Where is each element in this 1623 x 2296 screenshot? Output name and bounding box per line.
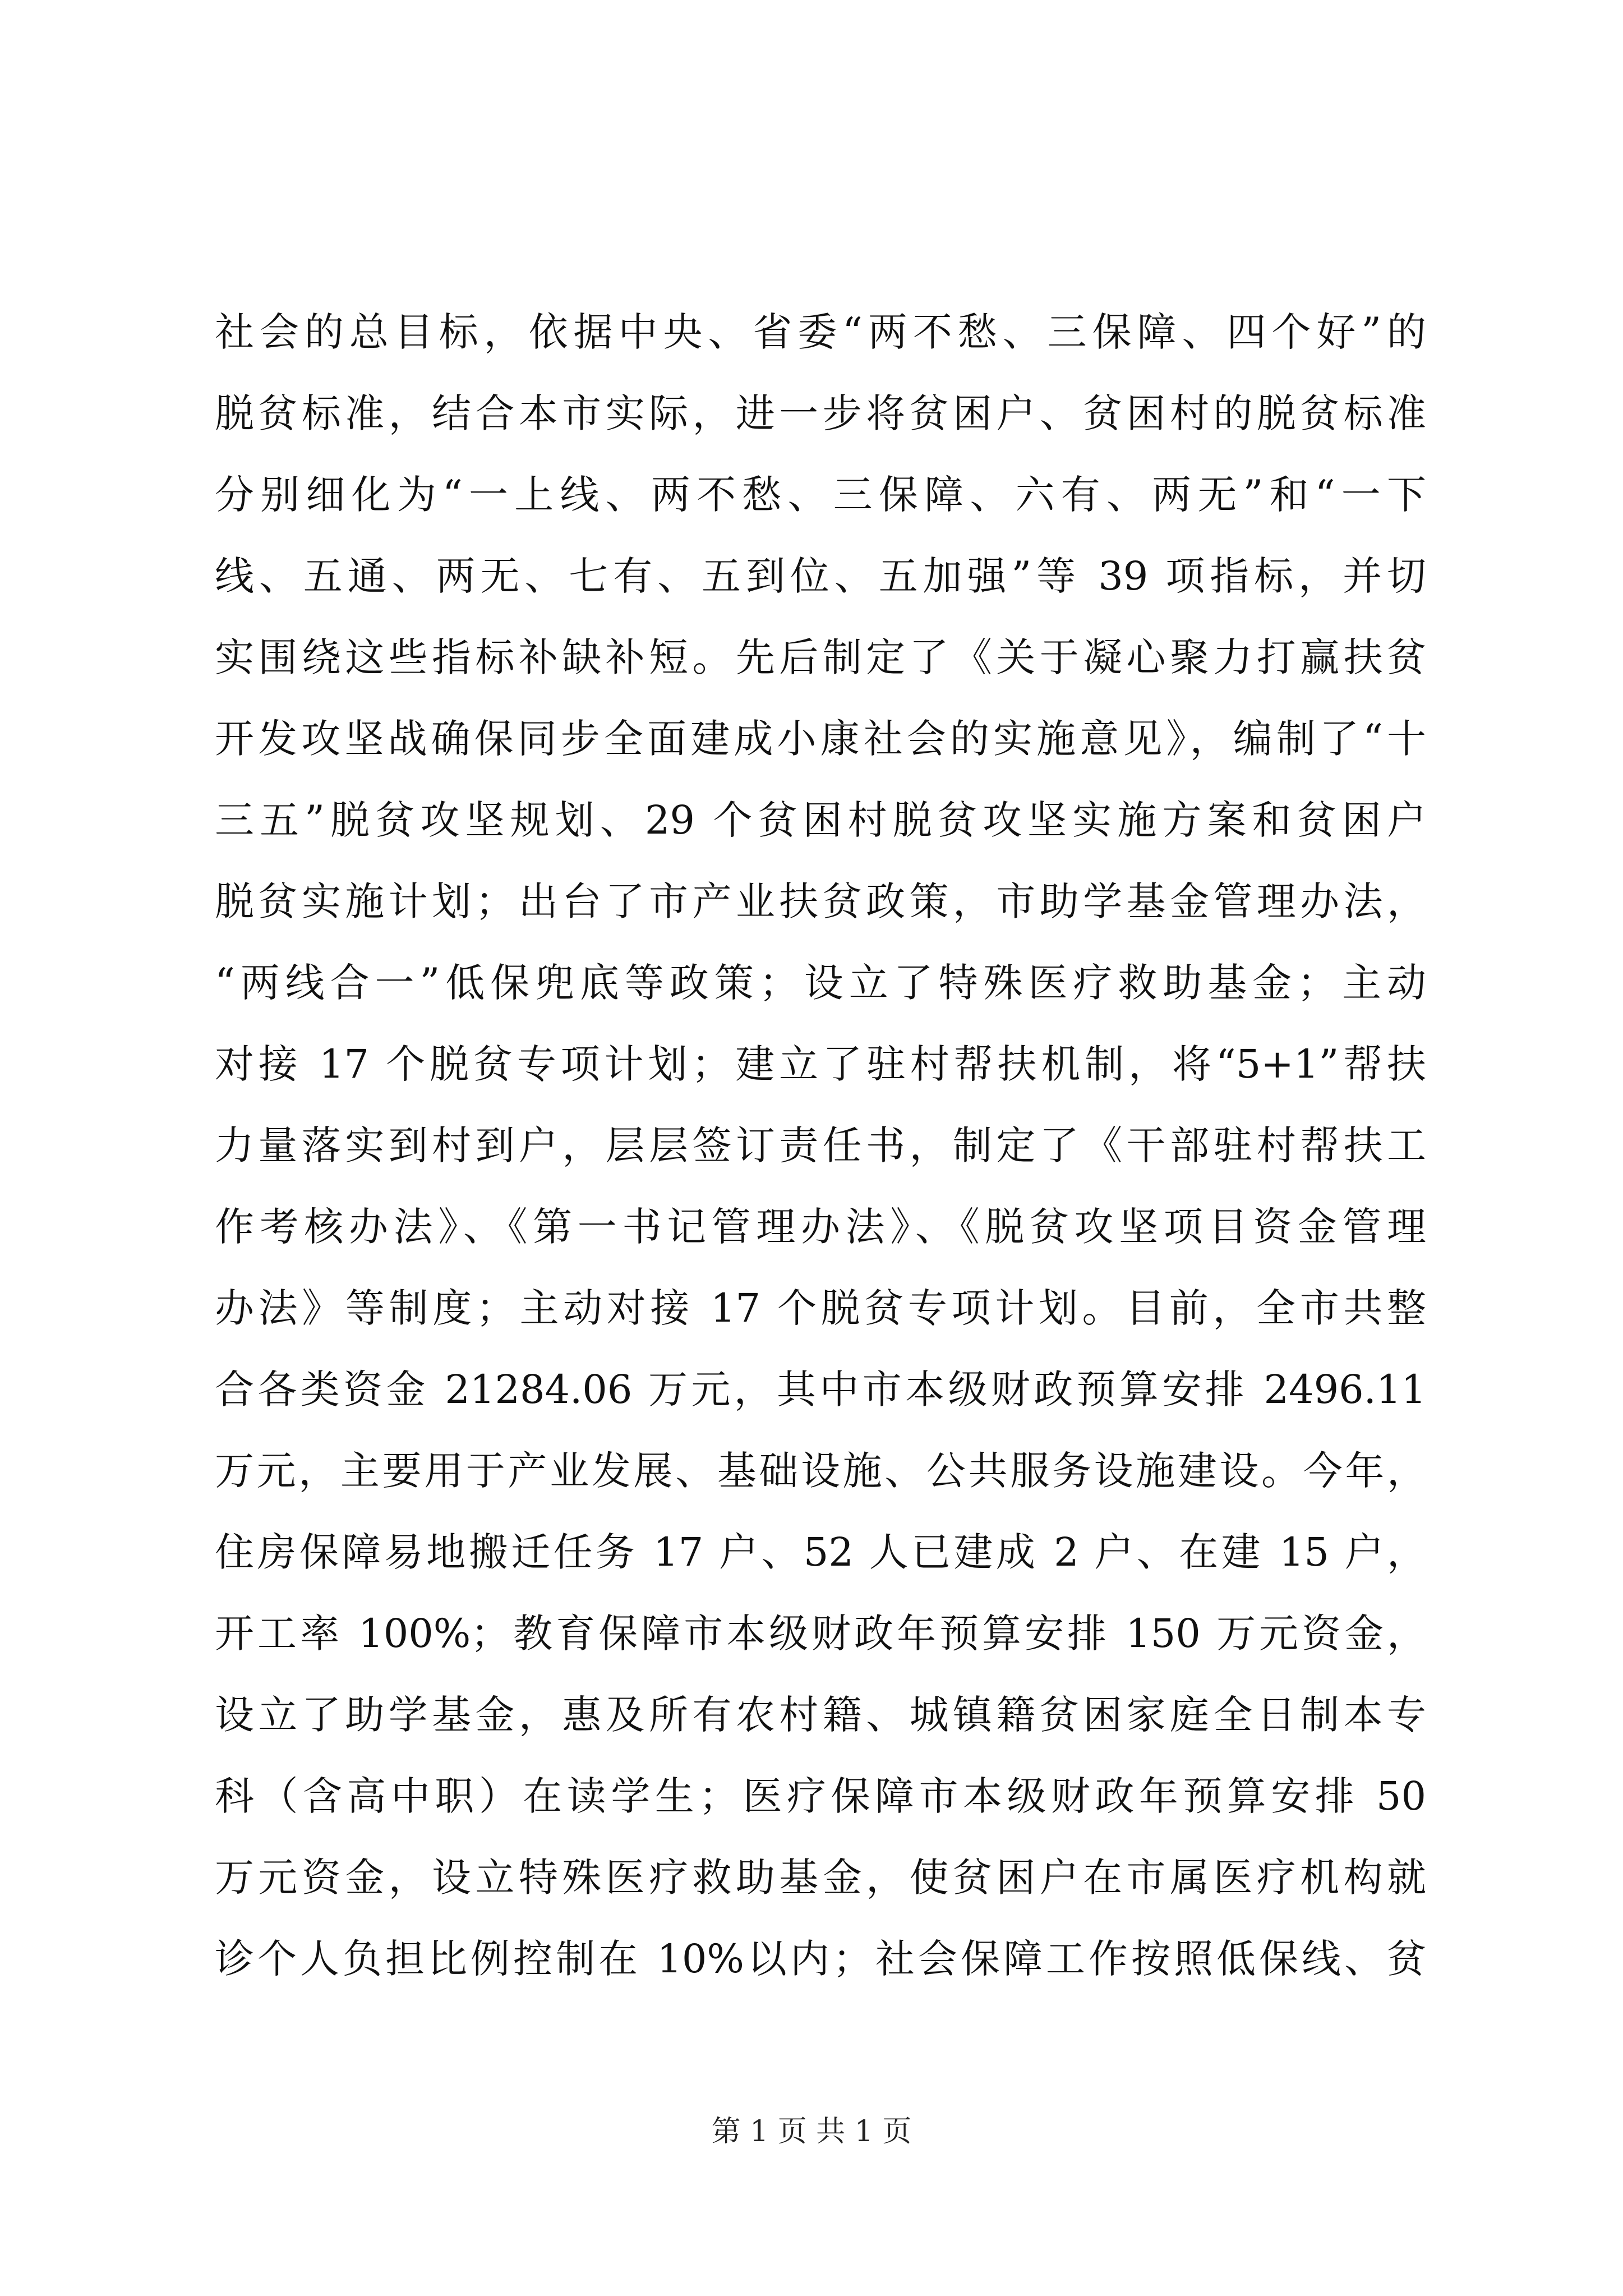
text-line: 对接 17 个脱贫专项计划；建立了驻村帮扶机制，将“5+1”帮扶 <box>215 1041 1426 1087</box>
text-line: 诊个人负担比例控制在 10%以内；社会保障工作按照低保线、贫 <box>215 1936 1426 1982</box>
text-line: 力量落实到村到户，层层签订责任书，制定了《干部驻村帮扶工 <box>215 1122 1426 1168</box>
text-line: 线、五通、两无、七有、五到位、五加强”等 39 项指标，并切 <box>215 553 1426 599</box>
page-footer <box>0 2109 1623 2154</box>
document-body <box>215 292 1426 2000</box>
page-number-label: 第 1 页 共 1 页 <box>711 2115 912 2148</box>
text-line: 脱贫实施计划；出台了市产业扶贫政策，市助学基金管理办法， <box>215 878 1426 924</box>
text-line: 作考核办法》、《第一书记管理办法》、《脱贫攻坚项目资金管理 <box>215 1204 1426 1250</box>
text-line: 万元，主要用于产业发展、基础设施、公共服务设施建设。今年， <box>215 1448 1426 1494</box>
text-line: 万元资金，设立特殊医疗救助基金，使贫困户在市属医疗机构就 <box>215 1855 1426 1901</box>
text-line: 开发攻坚战确保同步全面建成小康社会的实施意见》，编制了“十 <box>215 716 1426 762</box>
text-line: 设立了助学基金，惠及所有农村籍、城镇籍贫困家庭全日制本专 <box>215 1692 1426 1738</box>
text-line: 脱贫标准，结合本市实际，进一步将贫困户、贫困村的脱贫标准 <box>215 390 1426 436</box>
text-line: 科（含高中职）在读学生；医疗保障市本级财政年预算安排 50 <box>215 1773 1426 1819</box>
text-line: 办法》等制度；主动对接 17 个脱贫专项计划。目前，全市共整 <box>215 1285 1426 1331</box>
text-line: 分别细化为“一上线、两不愁、三保障、六有、两无”和“一下 <box>215 472 1426 518</box>
text-line: 社会的总目标，依据中央、省委“两不愁、三保障、四个好”的 <box>215 309 1426 355</box>
text-line: 开工率 100%；教育保障市本级财政年预算安排 150 万元资金， <box>215 1611 1426 1657</box>
text-line: 合各类资金 21284.06 万元，其中市本级财政预算安排 2496.11 <box>215 1366 1426 1412</box>
text-line: “两线合一”低保兜底等政策；设立了特殊医疗救助基金；主动 <box>215 960 1426 1006</box>
text-line: 三五”脱贫攻坚规划、29 个贫困村脱贫攻坚实施方案和贫困户 <box>215 797 1426 843</box>
text-line: 实围绕这些指标补缺补短。先后制定了《关于凝心聚力打赢扶贫 <box>215 634 1426 680</box>
text-line: 住房保障易地搬迁任务 17 户、52 人已建成 2 户、在建 15 户， <box>215 1529 1426 1575</box>
